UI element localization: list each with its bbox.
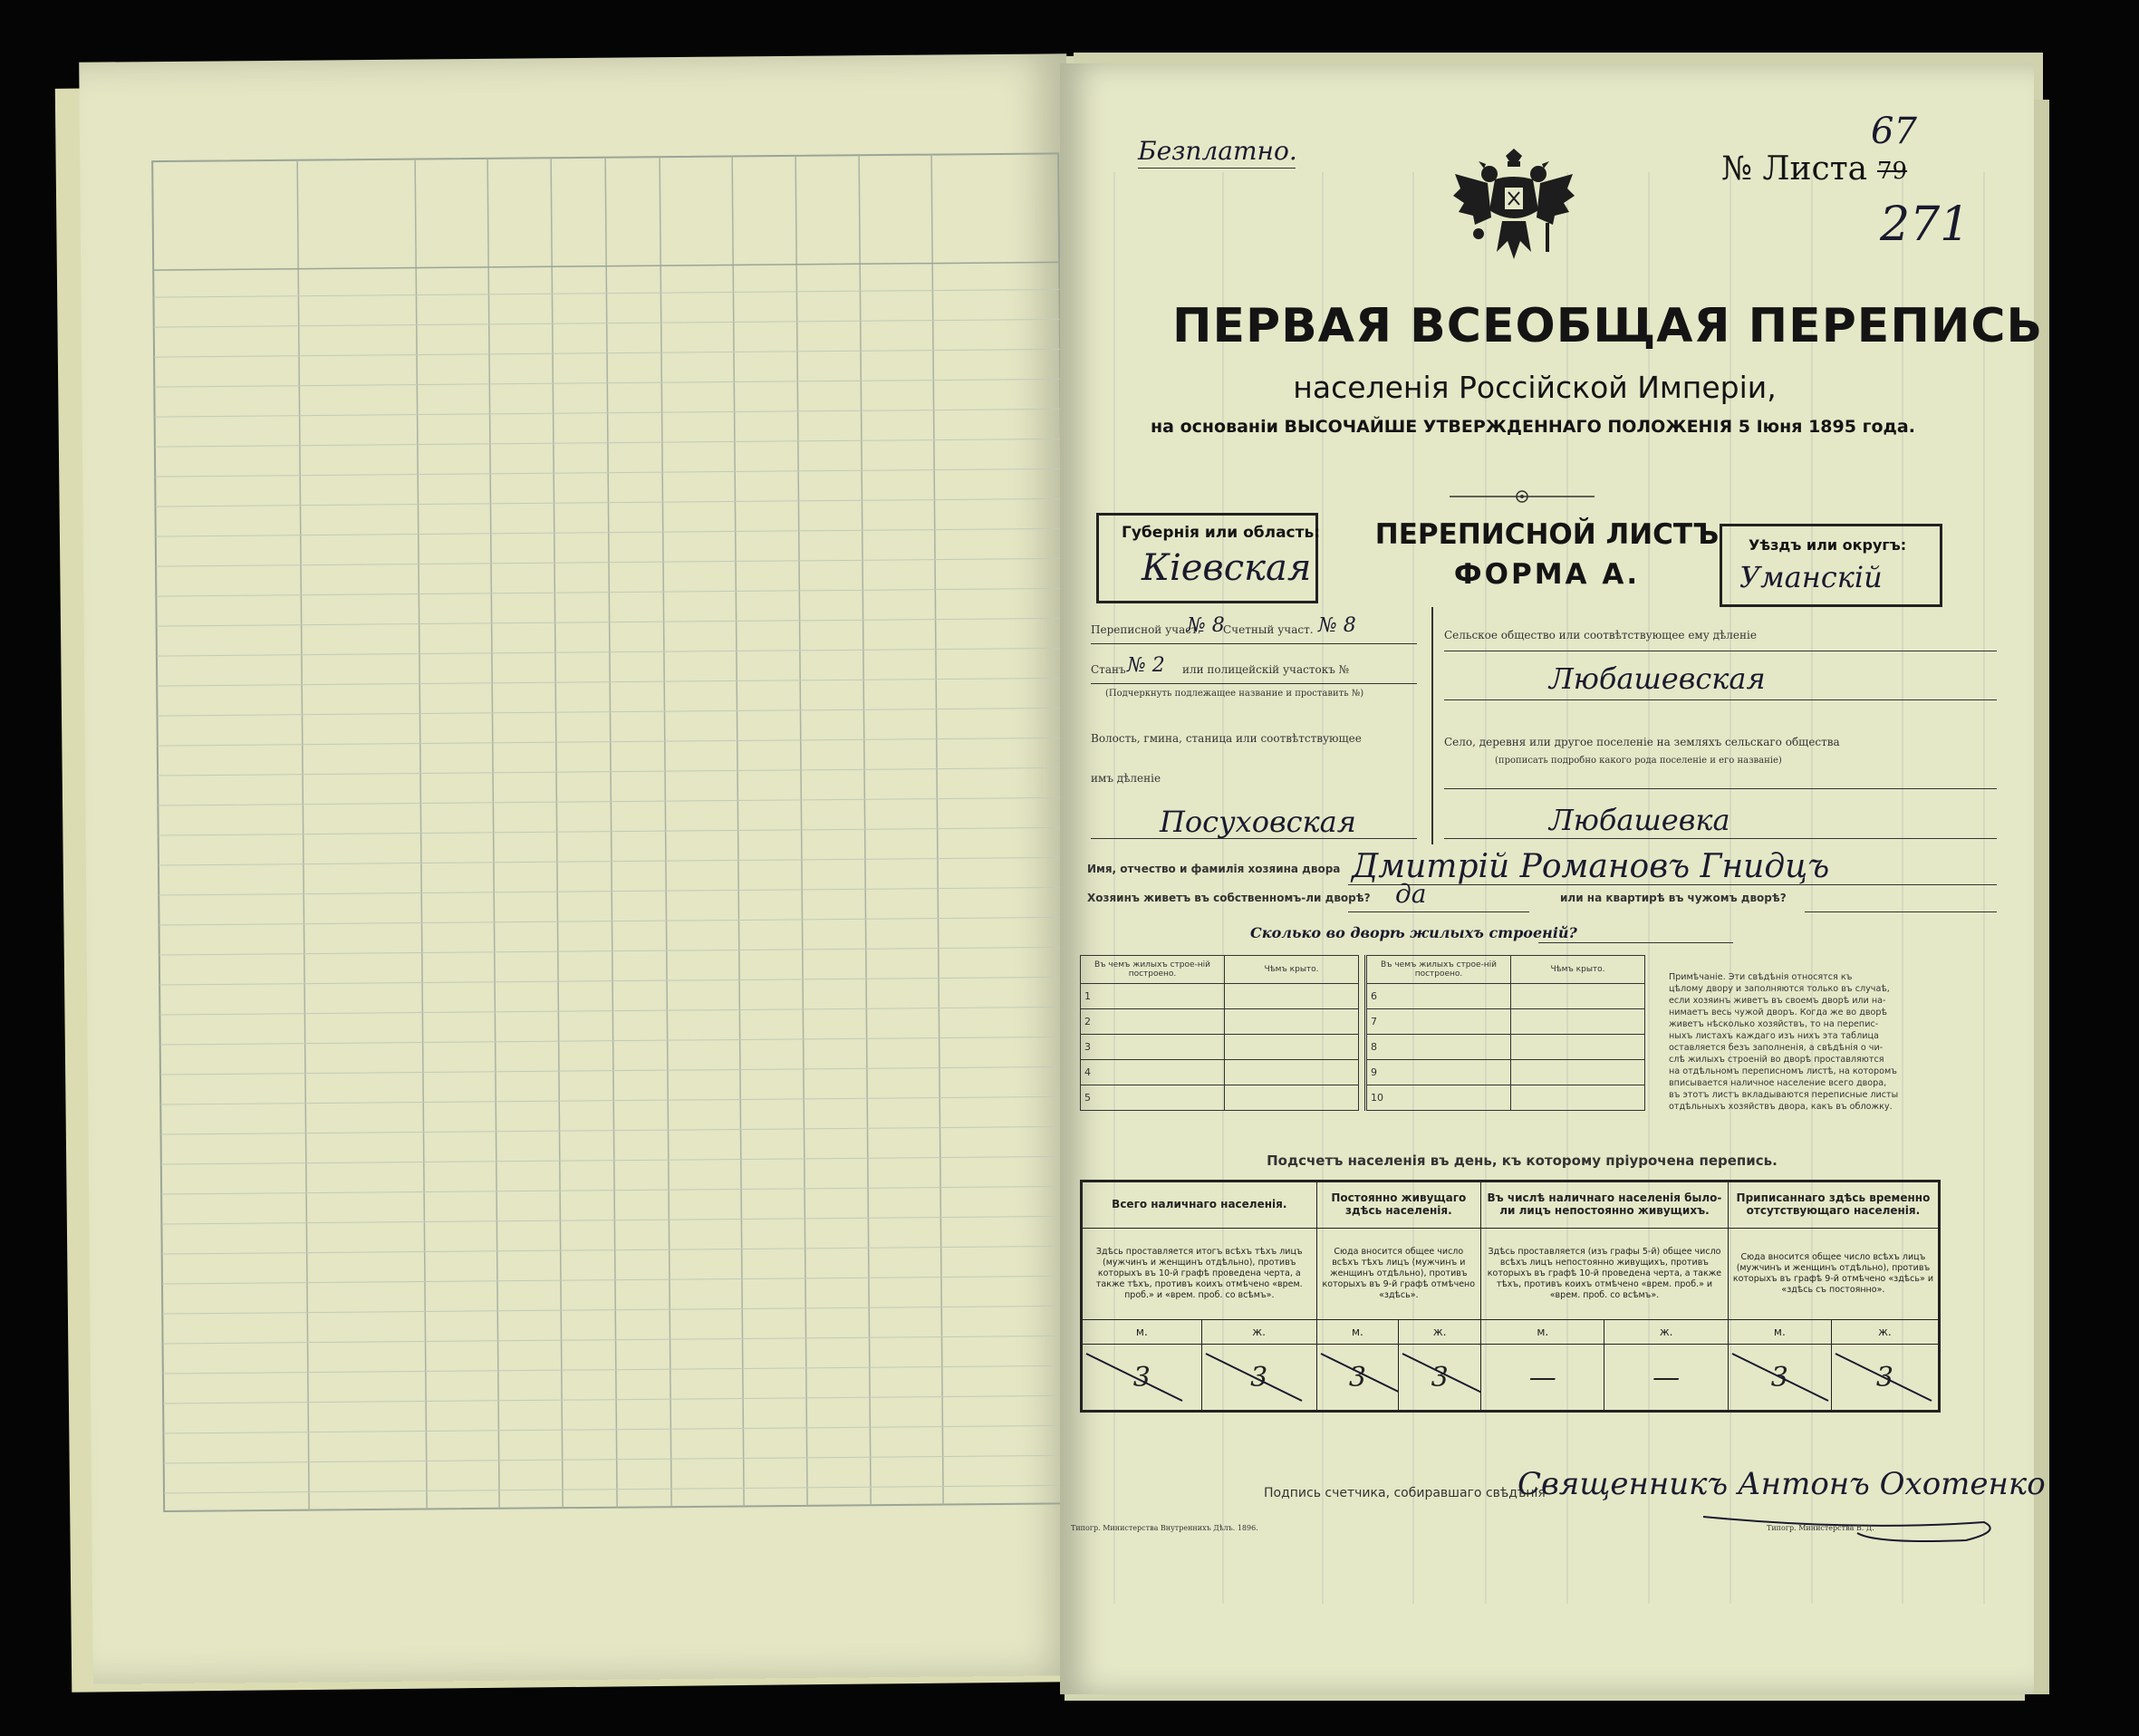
tally-slash-icon: [1317, 1345, 1399, 1410]
owner-value: Дмитрій Романовъ Гнидцъ: [1352, 848, 1830, 885]
sheet-number-old: 79: [1877, 158, 1908, 185]
tally-slash-icon: [1083, 1345, 1201, 1410]
note-line: нимаетъ весь чужой дворъ. Когда же во дворѣ: [1669, 1008, 1887, 1017]
buildings-table-left: [1080, 955, 1359, 1111]
village-note: (прописать подробно какого рода поселеніе и его названіе): [1495, 756, 1782, 766]
sex-label: ж.: [1201, 1320, 1316, 1345]
note-line: на отдѣльномъ переписномъ листѣ, на которомъ: [1669, 1066, 1897, 1076]
note-line: оставляется безъ заполненія, а свѣдѣнія о чи-: [1669, 1043, 1884, 1053]
population-group-title: Постоянно живущаго здѣсь населенія.: [1316, 1181, 1480, 1229]
note-line: отдѣльныхъ хозяйствъ двора, какъ въ обложку.: [1669, 1102, 1893, 1112]
buildings-row: 4: [1081, 1060, 1225, 1085]
buildings-row: 6: [1366, 984, 1511, 1009]
population-group-desc: Здѣсь проставляется (изъ графы 5-й) общее число всѣхъ лицъ непостоянно живущихъ, противъ которыхъ въ графѣ 10-й проведена черта, а также тѣхъ, противъ коихъ отмѣчено «врем. проб.» и «врем. проб. со всѣмъ».: [1481, 1229, 1729, 1320]
owner-label: Имя, отчество и фамилія хозяина двора: [1087, 863, 1341, 875]
district-value: Уманскій: [1739, 560, 1883, 594]
sex-label: м.: [1481, 1320, 1604, 1345]
note-block: [1669, 971, 1997, 1113]
population-value: 3: [1399, 1345, 1481, 1412]
population-group-title: Всего наличнаго населенія.: [1082, 1181, 1317, 1229]
buildings-col-a: Въ чемъ жилыхъ строе-ній построено.: [1366, 956, 1511, 984]
population-heading: Подсчетъ населенія въ день, къ которому пріурочена перепись.: [1267, 1153, 1778, 1169]
note-line: цѣлому двору и заполняются только въ случаѣ,: [1669, 984, 1890, 994]
buildings-row: 10: [1366, 1085, 1511, 1111]
volost-underline: [1091, 838, 1417, 839]
society-underline-2: [1444, 699, 1997, 700]
sex-label: ж.: [1831, 1320, 1939, 1345]
census-subtitle: населенія Россійской Имперіи,: [1293, 370, 1777, 405]
signature-value: Священникъ Антонъ Охотенко: [1518, 1466, 2046, 1502]
population-table: [1080, 1180, 1941, 1413]
village-underline-2: [1444, 838, 1997, 839]
sex-label: ж.: [1604, 1320, 1728, 1345]
own-yard-underline: [1348, 911, 1529, 912]
ornament-divider: [1450, 489, 1595, 504]
village-underline-1: [1444, 788, 1997, 789]
buildings-row: 8: [1366, 1035, 1511, 1060]
census-district-underline: [1091, 643, 1417, 644]
counting-district-no: № 8: [1318, 614, 1356, 637]
population-group-title: Въ числѣ наличнаго населенія было-ли лицъ непостоянно живущихъ.: [1481, 1181, 1729, 1229]
buildings-table-right: [1364, 955, 1645, 1111]
sheet-number-handwritten: 67: [1871, 111, 1917, 152]
archive-number: 271: [1880, 198, 1970, 252]
population-value: —: [1481, 1345, 1604, 1412]
note-line: вписывается наличное население всего двора,: [1669, 1078, 1887, 1088]
owner-underline: [1348, 884, 1997, 885]
own-yard-value: да: [1395, 879, 1427, 909]
population-value: 3: [1728, 1345, 1831, 1412]
own-yard-label: Хозяинъ живетъ въ собственномъ-ли дворѣ?: [1087, 892, 1371, 904]
village-label: Село, деревня или другое поселеніе на земляхъ сельскаго общества: [1444, 736, 1840, 748]
form-subtitle: ФОРМА А.: [1453, 558, 1641, 591]
left-page-faint-grid: [79, 53, 1081, 1683]
fields-divider: [1431, 607, 1433, 844]
buildings-row: 5: [1081, 1085, 1225, 1111]
volost-value: Посуховская: [1160, 805, 1356, 839]
population-value: 3: [1316, 1345, 1399, 1412]
census-district-no: № 8: [1187, 614, 1225, 637]
note-line: живетъ нѣсколько хозяйствъ, то на перепис-: [1669, 1019, 1879, 1029]
population-value: —: [1604, 1345, 1728, 1412]
rent-underline: [1805, 911, 1997, 912]
tally-slash-icon: [1729, 1345, 1831, 1410]
police-label: или полицейскій участокъ №: [1182, 663, 1350, 676]
tally-slash-icon: [1832, 1345, 1938, 1410]
counting-district-label: Счетный участ.: [1223, 623, 1314, 636]
printer-right: Типогр. Министерства В. Д.: [1767, 1524, 1874, 1532]
province-value: Кіевская: [1142, 547, 1312, 589]
census-basis: на основаніи ВЫСОЧАЙШЕ УТВЕРЖДЕННАГО ПОЛОЖЕНІЯ 5 Іюня 1895 года.: [1151, 417, 1915, 437]
population-value: 3: [1831, 1345, 1939, 1412]
underline-note: (Подчеркнуть подлежащее название и проставить №): [1105, 689, 1364, 699]
population-group-desc: Здѣсь проставляется итогъ всѣхъ тѣхъ лицъ (мужчинъ и женщинъ отдѣльно), противъ которыхъ въ 10-й графѣ проведена черта, а также тѣхъ, противъ коихъ отмѣчено «врем. проб.» и «врем. проб. со всѣмъ».: [1082, 1229, 1317, 1320]
note-line: въ этотъ листъ вкладываются переписные листы: [1669, 1090, 1899, 1100]
tally-slash-icon: [1202, 1345, 1316, 1410]
note-line: если хозяинъ живетъ въ своемъ дворѣ или на-: [1669, 996, 1886, 1006]
society-value: Любашевская: [1549, 661, 1766, 696]
section-label: Станъ: [1091, 663, 1126, 676]
buildings-row: 3: [1081, 1035, 1225, 1060]
buildings-row: 1: [1081, 984, 1225, 1009]
society-label: Сельское общество или соотвѣтствующее ему дѣленіе: [1444, 629, 1757, 641]
sex-label: ж.: [1399, 1320, 1481, 1345]
village-value: Любашевка: [1549, 803, 1730, 837]
population-group-desc: Сюда вносится общее число всѣхъ лицъ (мужчинъ и женщинъ отдѣльно), противъ которыхъ въ графѣ 9-й отмѣчено «здѣсь» и «здѣсь съ постоянно».: [1728, 1229, 1939, 1320]
census-district-label: Переписной участ.: [1091, 623, 1201, 636]
sex-label: м.: [1316, 1320, 1399, 1345]
buildings-row: 7: [1366, 1009, 1511, 1035]
sheet-number-label: № Листа: [1721, 150, 1868, 188]
right-page-census-form: [1060, 63, 2046, 1694]
buildings-col-a: Въ чемъ жилыхъ строе-ній построено.: [1081, 956, 1225, 984]
note-line: ныхъ листахъ каждаго изъ нихъ эта таблица: [1669, 1031, 1879, 1041]
buildings-col-b: Чѣмъ крыто.: [1511, 956, 1645, 984]
section-no: № 2: [1127, 654, 1165, 677]
sex-label: м.: [1082, 1320, 1202, 1345]
province-label: Губернія или область:: [1122, 524, 1321, 542]
rent-label: или на квартирѣ въ чужомъ дворѣ?: [1560, 892, 1787, 904]
sex-label: м.: [1728, 1320, 1831, 1345]
free-label: Безплатно.: [1138, 136, 1297, 166]
population-group-title: Приписаннаго здѣсь временно отсутствующаго населенія.: [1728, 1181, 1939, 1229]
population-value: 3: [1201, 1345, 1316, 1412]
free-label-underline: [1138, 168, 1296, 169]
form-title: ПЕРЕПИСНОЙ ЛИСТЪ: [1374, 518, 1720, 551]
printer-left: Типогр. Министерства Внутреннихъ Дѣлъ. 1896.: [1071, 1524, 1258, 1532]
population-value: 3: [1082, 1345, 1202, 1412]
population-group-desc: Сюда вносится общее число всѣхъ тѣхъ лицъ (мужчинъ и женщинъ отдѣльно), противъ которыхъ въ 9-й графѣ отмѣчено «здѣсь».: [1316, 1229, 1480, 1320]
buildings-underline: [1538, 942, 1733, 943]
volost-label-2: имъ дѣленіе: [1091, 772, 1161, 785]
double-headed-eagle-icon: [1451, 147, 1576, 265]
volost-label: Волость, гмина, станица или соотвѣтствующее: [1091, 732, 1362, 745]
buildings-row: 2: [1081, 1009, 1225, 1035]
note-line: слѣ жилыхъ строеній во дворѣ проставляются: [1669, 1055, 1884, 1065]
left-page: [79, 53, 1081, 1683]
section-underline: [1091, 683, 1417, 684]
buildings-question: Сколько во дворѣ жилыхъ строеній?: [1250, 924, 1577, 941]
tally-slash-icon: [1399, 1345, 1480, 1410]
district-label: Уѣздъ или округъ:: [1749, 536, 1907, 554]
buildings-col-b: Чѣмъ крыто.: [1225, 956, 1359, 984]
buildings-row: 9: [1366, 1060, 1511, 1085]
signature-label: Подпись счетчика, собиравшаго свѣдѣнія: [1264, 1486, 1546, 1500]
census-title: ПЕРВАЯ ВСЕОБЩАЯ ПЕРЕПИСЬ: [1172, 299, 2044, 353]
note-line: Примѣчаніе. Эти свѣдѣнія относятся къ: [1669, 972, 1853, 982]
